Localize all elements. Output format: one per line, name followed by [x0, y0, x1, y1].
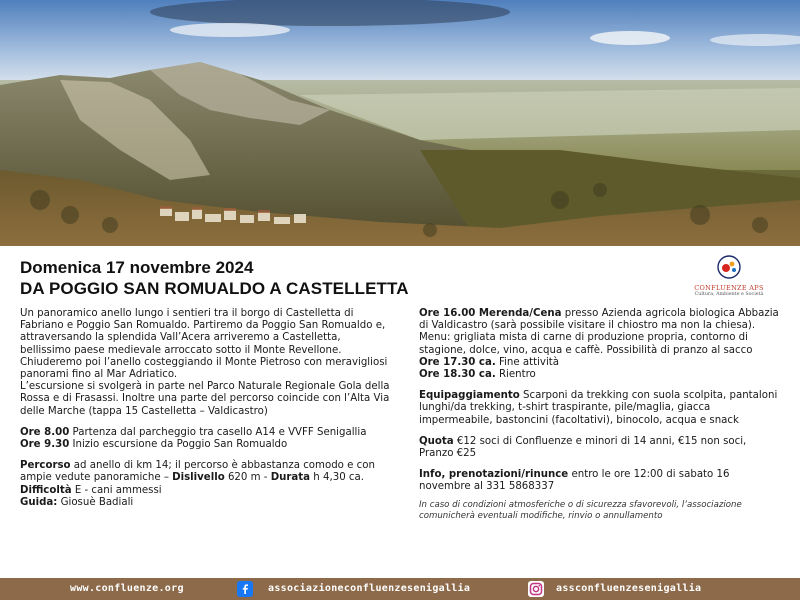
return-text: Rientro [495, 369, 536, 381]
event-date: Domenica 17 novembre 2024 [20, 258, 254, 277]
instagram-link[interactable]: assconfluenzesenigallia [556, 583, 702, 594]
guide-name: Giosuè Badiali [57, 496, 134, 508]
confluenze-logo-mark-icon [712, 254, 746, 280]
dinner-label: Ore 16.00 Merenda/Cena [419, 308, 562, 319]
weather-disclaimer: In caso di condizioni atmosferiche o di sicurezza sfavorevoli, l’associazione comunicherà eventuali modifiche, rinvio o annullamento [419, 499, 742, 521]
end-time: Ore 17.30 ca. [419, 356, 496, 368]
elevation-label: Dislivello [172, 472, 225, 484]
equipment-label: Equipaggiamento [419, 390, 520, 402]
facebook-icon[interactable] [237, 581, 253, 597]
departure-time: Ore 8.00 [20, 426, 70, 438]
intro-paragraph: Un panoramico anello lungo i sentieri tra il borgo di Castelletta di Fabriano e Poggio San Romualdo. Partiremo da Poggio San Romualdo e, attraversando la splendida Vall’Acera arriveremo a Castelletta, bellissimo paese medievale arroccato sotto il Monte Revellone. Chiuderemo poi l’anello costeggiando il Monte Pietroso con meravigliosi panorami fino al Mar Adriatico. [20, 308, 388, 381]
dinner-text: presso Azienda agricola biologica Abbazia di Valdicastro (sarà possibile visitare il chiostro ma non la chiesa). [419, 308, 779, 332]
hero-landscape-photo [0, 0, 800, 246]
end-text: Fine attività [495, 356, 560, 368]
return-time: Ore 18.30 ca. [419, 369, 496, 381]
logo-tagline: Cultura, Ambiente e Società [694, 292, 764, 297]
fee-label: Quota [419, 435, 454, 447]
return-info [419, 369, 781, 381]
left-column [20, 308, 390, 509]
duration-label: Durata [270, 472, 311, 484]
right-column [419, 308, 781, 522]
logo-name: CONFLUENZE APS [694, 284, 764, 292]
dinner-info [419, 308, 781, 332]
route-label: Percorso [20, 460, 71, 472]
booking-info [419, 469, 781, 493]
footer-bar [0, 578, 800, 600]
route-info [20, 460, 390, 484]
end-info [419, 357, 781, 369]
booking-text: entro le ore 12:00 di sabato 16 novembre al 331 5868337 [419, 469, 730, 493]
park-paragraph: L’escursione si svolgerà in parte nel Parco Naturale Regionale Gola della Rossa e di Frasassi. Inoltre una parte del percorso coincide con l’Alta Via delle Marche (tappa 15 Castelletta – Valdicastro) [20, 381, 390, 417]
difficulty-label: Difficoltà [20, 484, 72, 496]
start-time: Ore 9.30 [20, 439, 70, 451]
fee-info [419, 436, 781, 460]
schedule-departure [20, 427, 390, 439]
equipment-info [419, 390, 781, 427]
booking-label: Info, prenotazioni/rinunce [419, 469, 569, 481]
website-link[interactable]: www.confluenze.org [70, 583, 184, 594]
fee-text: €12 soci di Confluenze e minori di 14 anni, €15 non soci, Pranzo €25 [419, 435, 747, 460]
difficulty-info [20, 485, 390, 497]
route-text: ad anello di km 14; il percorso è abbastanza comodo e con ampie vedute panoramiche – [20, 460, 375, 484]
menu-info: Menu: grigliata mista di carne di produzione propria, contorno di stagione, dolce, vino, acqua e caffè. Possibilità di pranzo al sacco [419, 332, 753, 356]
guide-label: Guida: [20, 496, 58, 508]
departure-text: Partenza dal parcheggio tra casello A14 e VVFF Senigallia [69, 426, 367, 438]
event-title: DA POGGIO SAN ROMUALDO A CASTELLETTA [20, 279, 409, 298]
start-text: Inizio escursione da Poggio San Romualdo [69, 439, 288, 451]
difficulty-text: E - cani ammessi [71, 484, 162, 496]
landscape-illustration [0, 0, 800, 246]
guide-info [20, 497, 390, 509]
elevation-text: 620 m - [224, 472, 271, 484]
instagram-icon[interactable] [528, 581, 544, 597]
duration-text: h 4,30 ca. [310, 472, 364, 484]
facebook-link[interactable]: associazioneconfluenzesenigallia [268, 583, 471, 594]
confluenze-logo [674, 254, 784, 300]
schedule-start [20, 439, 390, 451]
equipment-text: Scarponi da trekking con suola scolpita, pantaloni lunghi/da trekking, t-shirt traspirante, pile/maglia, giacca impermeabile, bastoncini (facoltativi), binocolo, acqua e snack [419, 390, 778, 426]
